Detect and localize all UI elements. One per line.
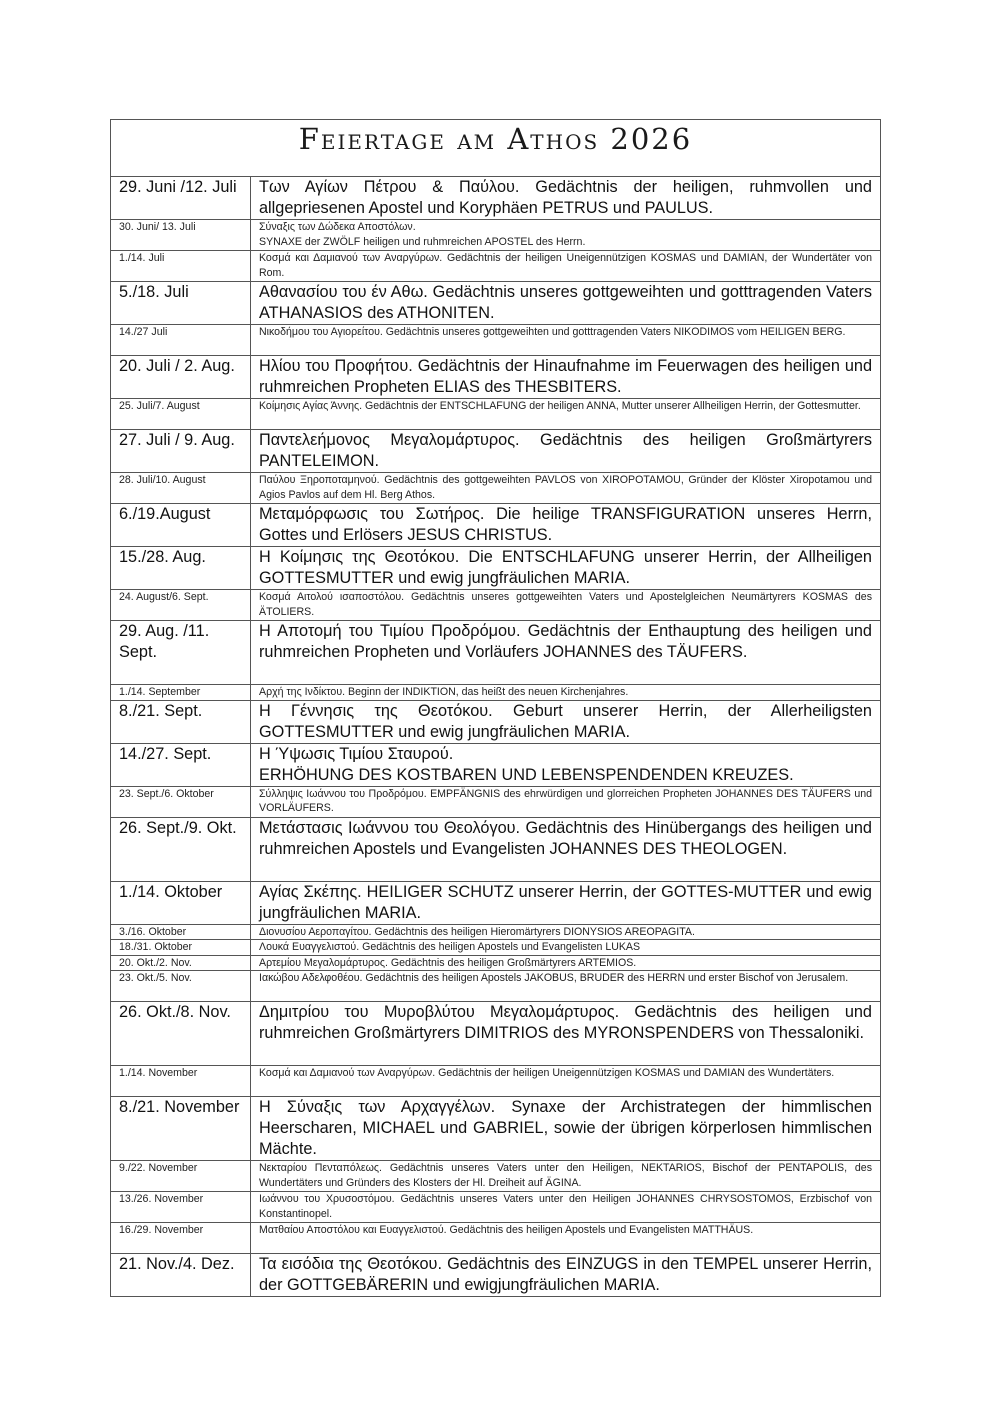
feast-description: Παύλου Ξηροποταμηνού. Gedächtnis des gottgeweihten PAVLOS von XIROPOTAMOU, Gründer der Klöster Xiropotamou und Agios Pavlos auf dem Hl. Berg Athos. [251, 473, 881, 504]
feast-row [111, 473, 881, 504]
feast-date: 26. Okt./8. Nov. [111, 1002, 251, 1066]
feast-date: 16./29. November [111, 1223, 251, 1254]
feast-description: Η Αποτομή του Τιμίου Προδρόμου. Gedächtnis der Enthauptung des heiligen und ruhmreichen Propheten und Vorläufers JOHANNES des TÄUFERS. [251, 621, 881, 685]
feast-date: 1./14. Oktober [111, 881, 251, 924]
feast-date: 9./22. November [111, 1161, 251, 1192]
feast-greek-title: Η Ύψωσις Τιμίου Σταυρού. [259, 744, 454, 763]
feast-date: 8./21. Sept. [111, 700, 251, 743]
feast-description: Κοσμά και Δαμιανού των Αναργύρων. Gedächtnis der heiligen Uneigennützigen KOSMAS und DAMIAN des Wundertäters. [251, 1066, 881, 1097]
feast-row [111, 1066, 881, 1097]
title-row [111, 120, 881, 177]
feast-row [111, 817, 881, 881]
feast-description: Δημιτρίου του Μυροβλύτου Μεγαλομάρτυρος. Gedächtnis des heiligen und ruhmreichen Großmärtyrers DIMITRIOS des MYRONSPENDERS von Thessaloniki. [251, 1002, 881, 1066]
feast-row [111, 547, 881, 590]
feast-german-description: ERHÖHUNG DES KOSTBAREN UND LEBENSPENDENDEN KREUZES. [259, 765, 794, 784]
feast-description: Ιωάννου του Χρυσοστόμου. Gedächtnis unseres Vaters unter den Heiligen JOHANNES CHRYSOSTOMOS, Erzbischof von Konstantinopel. [251, 1192, 881, 1223]
feast-row [111, 1254, 881, 1297]
feast-row [111, 220, 881, 251]
feast-row [111, 590, 881, 621]
feast-row [111, 504, 881, 547]
feast-row [111, 356, 881, 399]
feast-description: Αρτεμίου Μεγαλομάρτυρος. Gedächtnis des heiligen Großmärtyrers ARTEMIOS. [251, 955, 881, 971]
feast-description: Κοίμησις Αγίας Άννης. Gedächtnis der ENTSCHLAFUNG der heiligen ANNA, Mutter unserer Allheiligen Herrin, der Gottesmutter. [251, 399, 881, 430]
feast-description: Αθανασίου του έν Αθω. Gedächtnis unseres gottgeweihten und gotttragenden Vaters ATHANASIOS des ATHONITEN. [251, 282, 881, 325]
feast-date: 18./31. Oktober [111, 940, 251, 956]
feast-date: 8./21. November [111, 1097, 251, 1161]
feast-description: Ιακώβου Αδελφοθέου. Gedächtnis des heiligen Apostels JAKOBUS, BRUDER des HERRN und erster Bischof von Jerusalem. [251, 971, 881, 1002]
feast-row [111, 325, 881, 356]
feast-row [111, 743, 881, 786]
page-title: Feiertage am Athos 2026 [298, 122, 693, 156]
feast-date: 27. Juli / 9. Aug. [111, 430, 251, 473]
feast-description: Μετάστασις Ιωάννου του Θεολόγου. Gedächtnis des Hinübergangs des heiligen und ruhmreichen Apostels und Evangelisten JOHANNES DES THEOLOGEN. [251, 817, 881, 881]
feast-row [111, 1223, 881, 1254]
feast-description: Ματθαίου Αποστόλου και Ευαγγελιστού. Gedächtnis des heiligen Apostels und Evangelisten MATTHÄUS. [251, 1223, 881, 1254]
feast-date: 28. Juli/10. August [111, 473, 251, 504]
feast-date: 23. Sept./6. Oktober [111, 786, 251, 817]
feast-description [251, 220, 881, 251]
feast-row [111, 399, 881, 430]
feast-date: 3./16. Oktober [111, 924, 251, 940]
feast-date: 15./28. Aug. [111, 547, 251, 590]
feast-description: Των Αγίων Πέτρου & Παύλου. Gedächtnis der heiligen, ruhmvollen und allgepriesenen Apostel und Koryphäen PETRUS und PAULUS. [251, 177, 881, 220]
feast-description: Λουκά Ευαγγελιστού. Gedächtnis des heiligen Apostels und Evangelisten LUKAS [251, 940, 881, 956]
feast-date: 1./14. November [111, 1066, 251, 1097]
feast-description: Ηλίου του Προφήτου. Gedächtnis der Hinaufnahme im Feuerwagen des heiligen und ruhmreichen Propheten ELIAS des THESBITERS. [251, 356, 881, 399]
feast-description: Τα εισόδια της Θεοτόκου. Gedächtnis des EINZUGS in den TEMPEL unserer Herrin, der GOTTGEBÄRERIN und ewigjungfräulichen MARIA. [251, 1254, 881, 1297]
feast-description: Κοσμά και Δαμιανού των Αναργύρων. Gedächtnis der heiligen Uneigennützigen KOSMAS und DAMIAN, der Wundertäter von Rom. [251, 251, 881, 282]
feast-row [111, 621, 881, 685]
feast-date: 21. Nov./4. Dez. [111, 1254, 251, 1297]
feast-row [111, 786, 881, 817]
feast-description [251, 743, 881, 786]
feast-description: Μεταμόρφωσις του Σωτήρος. Die heilige TRANSFIGURATION unseres Herrn, Gottes und Erlösers JESUS CHRISTUS. [251, 504, 881, 547]
feast-row [111, 430, 881, 473]
feast-row [111, 1002, 881, 1066]
feast-date: 13./26. November [111, 1192, 251, 1223]
feast-row [111, 924, 881, 940]
feast-description: Σύλληψις Ιωάννου του Προδρόμου. EMPFÄNGNIS des ehrwürdigen und glorreichen Propheten JOHANNES DES TÄUFERS und VORLÄUFERS. [251, 786, 881, 817]
feast-description: Η Γέννησις της Θεοτόκου. Geburt unserer Herrin, der Allerheiligsten GOTTESMUTTER und ewig jungfräulichen MARIA. [251, 700, 881, 743]
feast-row [111, 940, 881, 956]
feast-date: 20. Juli / 2. Aug. [111, 356, 251, 399]
feast-date: 20. Okt./2. Nov. [111, 955, 251, 971]
feast-row [111, 971, 881, 1002]
feast-date: 5./18. Juli [111, 282, 251, 325]
feast-row [111, 700, 881, 743]
feast-date: 30. Juni/ 13. Juli [111, 220, 251, 251]
feast-date: 1./14. Juli [111, 251, 251, 282]
feast-row [111, 1097, 881, 1161]
feast-date: 1./14. September [111, 685, 251, 701]
feast-description: Η Σύναξις των Αρχαγγέλων. Synaxe der Archistrategen der himmlischen Heerscharen, MICHAEL und GABRIEL, sowie der übrigen körperlosen himmlischen Mächte. [251, 1097, 881, 1161]
feast-description: Νεκταρίου Πενταπόλεως. Gedächtnis unseres Vaters unter den Heiligen, NEKTARIOS, Bischof der PENTAPOLIS, des Wundertäters und Gründers des Klosters der Hl. Dreiheit auf ÄGINA. [251, 1161, 881, 1192]
feast-description: Αρχή της Ινδίκτου. Beginn der INDIKTION, das heißt des neuen Kirchenjahres. [251, 685, 881, 701]
feast-date: 25. Juli/7. August [111, 399, 251, 430]
feast-description: Κοσμά Αιτολού ισαποστόλου. Gedächtnis unseres gottgeweihten Vaters und Apostelgleichen Neumärtyrers KOSMAS des ÄTOLIERS. [251, 590, 881, 621]
feast-row [111, 1192, 881, 1223]
feast-date: 29. Aug. /11. Sept. [111, 621, 251, 685]
holiday-table [110, 119, 881, 1297]
title-cell [111, 120, 881, 177]
holiday-calendar-page [110, 119, 880, 1297]
feast-row [111, 177, 881, 220]
feast-description: Αγίας Σκέπης. HEILIGER SCHUTZ unserer Herrin, der GOTTES-MUTTER und ewig jungfräulichen MARIA. [251, 881, 881, 924]
feast-date: 6./19.August [111, 504, 251, 547]
feast-date: 24. August/6. Sept. [111, 590, 251, 621]
feast-greek-title: Σύναξις των Δώδεκα Αποστόλων. [259, 221, 416, 233]
feast-date: 14./27 Juli [111, 325, 251, 356]
feast-date: 23. Okt./5. Nov. [111, 971, 251, 1002]
feast-date: 26. Sept./9. Okt. [111, 817, 251, 881]
feast-description: Η Κοίμησις της Θεοτόκου. Die ENTSCHLAFUNG unserer Herrin, der Allheiligen GOTTESMUTTER und ewig jungfräulichen MARIA. [251, 547, 881, 590]
feast-date: 14./27. Sept. [111, 743, 251, 786]
feast-row [111, 685, 881, 701]
feast-description: Παντελεήμονος Μεγαλομάρτυρος. Gedächtnis des heiligen Großmärtyrers PANTELEIMON. [251, 430, 881, 473]
feast-description: Διονυσίου Αεροπαγίτου. Gedächtnis des heiligen Hieromärtyrers DIONYSIOS AREOPAGITA. [251, 924, 881, 940]
feast-row [111, 251, 881, 282]
feast-row [111, 955, 881, 971]
feast-row [111, 1161, 881, 1192]
feast-row [111, 282, 881, 325]
feast-german-description: SYNAXE der ZWÖLF heiligen und ruhmreichen APOSTEL des Herrn. [259, 235, 586, 248]
feast-description: Νικοδήμου του Αγιορείτου. Gedächtnis unseres gottgeweihten und gotttragenden Vaters NIKODIMOS vom HEILIGEN BERG. [251, 325, 881, 356]
feast-date: 29. Juni /12. Juli [111, 177, 251, 220]
feast-row [111, 881, 881, 924]
